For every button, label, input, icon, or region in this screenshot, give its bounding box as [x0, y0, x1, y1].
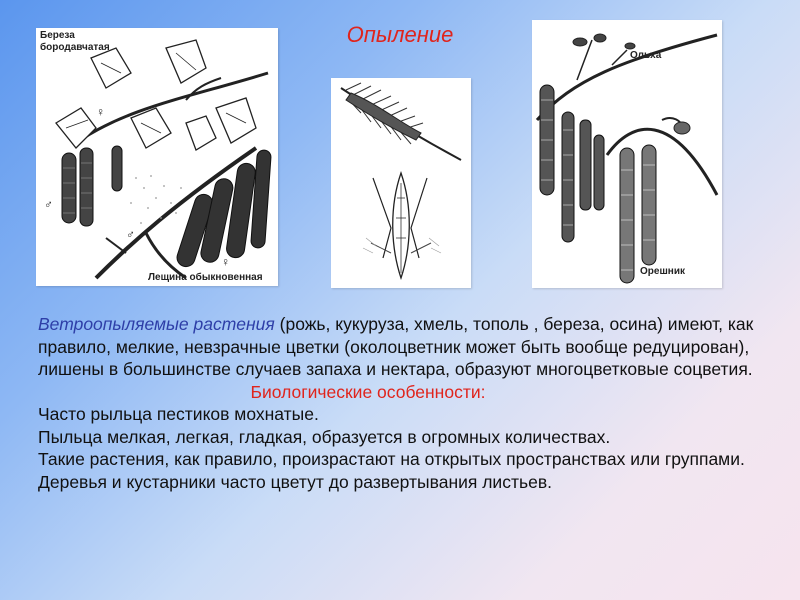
rye-illustration	[331, 78, 471, 288]
body-text	[38, 313, 768, 493]
birch-hazel-drawing	[36, 28, 278, 286]
hazel-label: Лещина обыкновенная	[148, 272, 263, 283]
alder-label: Ольха	[630, 50, 662, 61]
rye-drawing	[331, 78, 471, 288]
alder-hazel-illustration	[532, 20, 722, 288]
feature-item: Часто рыльца пестиков мохнатые.	[38, 404, 319, 424]
birch-label-line2: бородавчатая	[40, 42, 110, 53]
birch-label-line1: Береза	[40, 30, 75, 41]
female-symbol-1: ♀	[96, 105, 105, 119]
intro-term: Ветроопыляемые растения	[38, 314, 275, 334]
alder-drawing	[532, 20, 722, 288]
birch-hazel-illustration	[36, 28, 278, 286]
feature-item: Деревья и кустарники часто цветут до развертывания листьев.	[38, 471, 552, 492]
male-symbol-1: ♂	[44, 197, 53, 211]
features-heading: Биологические особенности:	[250, 381, 486, 402]
male-symbol-2: ♂	[126, 227, 135, 241]
slide-title: Опыление	[346, 22, 454, 47]
female-symbol-2: ♀	[221, 255, 230, 269]
hazelnut-label: Орешник	[640, 266, 685, 277]
feature-item: Такие растения, как правило, произрастают на открытых пространствах или группами.	[38, 449, 745, 469]
intro-description: (рожь, кукуруза, хмель, тополь , береза, осина) имеют, как правило, мелкие, невзрачные цветки (околоцветник может быть вообще редуцирован), лишены в большинстве случаев запаха и нектара, образуют многоцветковые соцветия.	[38, 314, 754, 379]
feature-item: Пыльца мелкая, легкая, гладкая, образуется в огромных количествах.	[38, 426, 611, 447]
intro-paragraph	[38, 313, 768, 381]
